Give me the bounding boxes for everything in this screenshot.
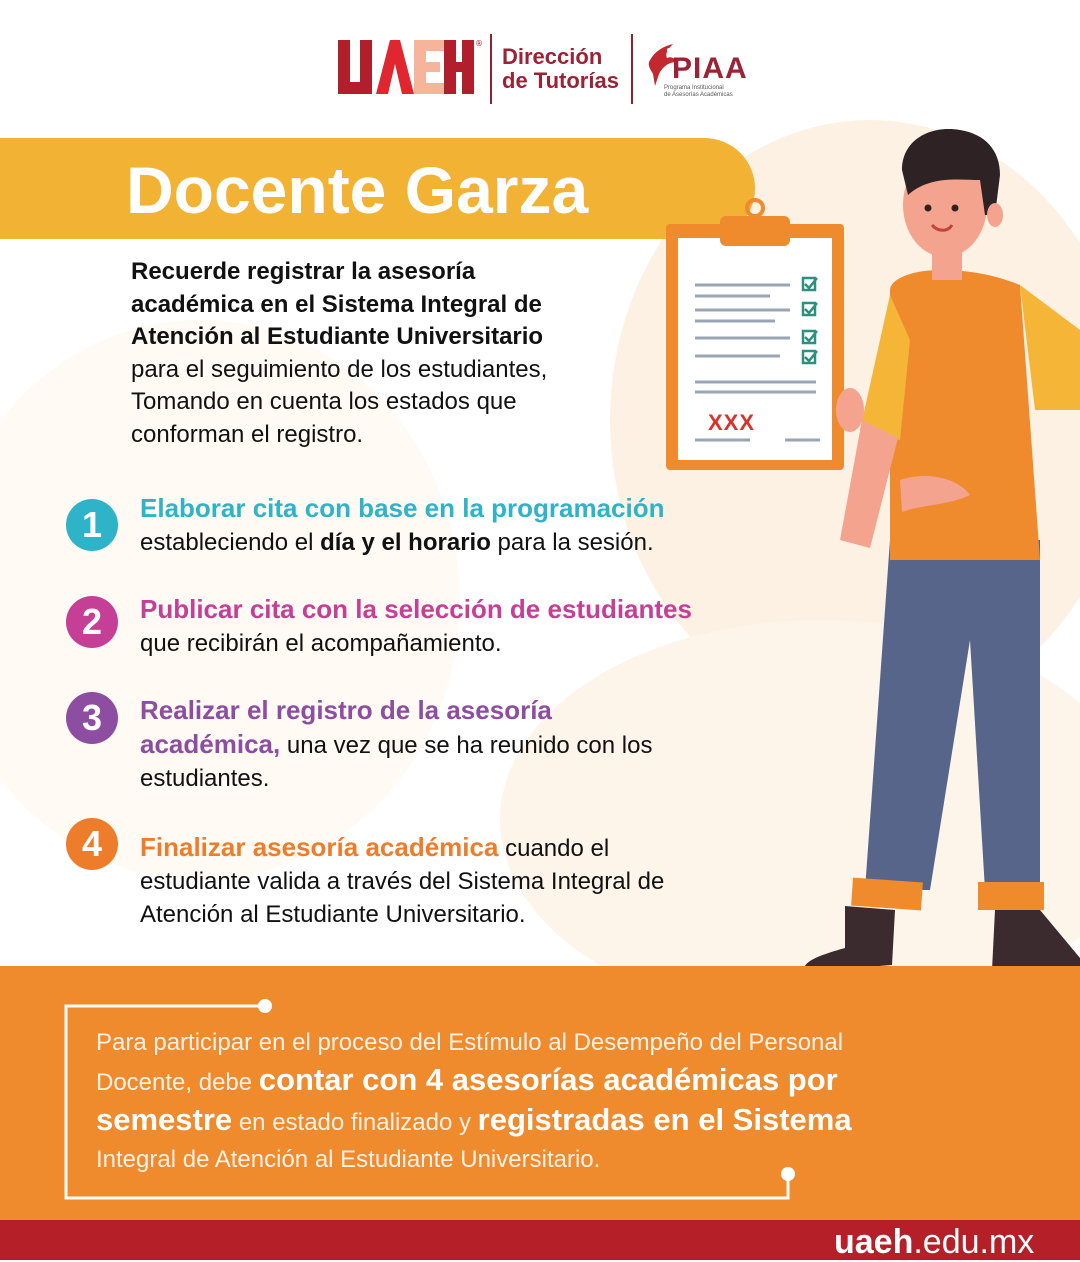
step-3-desc-b: estudiantes. xyxy=(140,765,270,792)
bottom-line1: Para participar en el proceso del Estímulo al Desempeño del Personal xyxy=(96,1029,844,1056)
step-2-desc: que recibirán el acompañamiento. xyxy=(140,630,502,657)
step-3-number: 3 xyxy=(66,692,118,744)
svg-text:®: ® xyxy=(475,39,483,48)
header-divider xyxy=(490,34,492,104)
step-3-desc-a: una vez que se ha reunido con los xyxy=(280,732,653,759)
step-1-number: 1 xyxy=(66,499,118,551)
bottom-paragraph xyxy=(96,1024,996,1178)
bottom-line3b: en estado finalizado y xyxy=(232,1109,478,1136)
step-4-desc-a: cuando el xyxy=(498,835,610,862)
step-1-desc-b: para la sesión. xyxy=(490,529,654,556)
direccion-line1: Dirección xyxy=(502,44,603,69)
step-4-text xyxy=(140,831,780,931)
step-1-desc-a: estableciendo el xyxy=(140,529,321,556)
step-2-number: 2 xyxy=(66,596,118,648)
step-1-head: Elaborar cita con base en la programación xyxy=(140,493,665,523)
step-3-head-line2: académica, xyxy=(140,729,281,759)
bottom-line4: Integral de Atención al Estudiante Universitario. xyxy=(96,1146,601,1173)
clipboard-mark: XXX xyxy=(708,410,756,435)
step-4-desc-b: estudiante valida a través del Sistema Integral de xyxy=(140,868,665,895)
step-3-text xyxy=(140,694,780,795)
intro-paragraph xyxy=(131,256,661,451)
header-divider xyxy=(631,34,633,104)
step-2-head: Publicar cita con la selección de estudiantes xyxy=(140,594,692,624)
intro-bold-line3: Atención al Estudiante Universitario xyxy=(131,323,544,350)
footer-url-bold: uaeh xyxy=(834,1223,914,1261)
bottom-line2a: Docente, debe xyxy=(96,1069,259,1096)
step-1-text xyxy=(140,492,780,559)
footer-url-rest: .edu.mx xyxy=(913,1223,1035,1261)
step-4-number: 4 xyxy=(66,818,118,870)
intro-bold-line1: Recuerde registrar la asesoría xyxy=(131,258,476,285)
footer-url-link[interactable] xyxy=(834,1222,1034,1262)
intro-line5: Tomando en cuenta los estados que xyxy=(131,388,517,415)
intro-line4: para el seguimiento de los estudiantes, xyxy=(131,355,548,383)
piaa-subtitle-line2: de Asesorías Académicas xyxy=(664,92,733,98)
bottom-line3a: semestre xyxy=(96,1102,233,1137)
bottom-line3c: registradas en el Sistema xyxy=(477,1102,852,1137)
step-4-desc-c: Atención al Estudiante Universitario. xyxy=(140,901,526,928)
bottom-line2b: contar con 4 asesorías académicas por xyxy=(258,1062,838,1097)
step-2-text xyxy=(140,593,780,660)
uaeh-logo xyxy=(338,36,483,98)
step-3-head-line1: Realizar el registro de la asesoría xyxy=(140,695,552,725)
intro-line6: conforman el registro. xyxy=(131,420,364,448)
piaa-logo-text: PIAA xyxy=(672,52,748,85)
step-1-desc-bold: día y el horario xyxy=(320,529,491,556)
piaa-subtitle-line1: Programa Institucional xyxy=(664,85,724,91)
page-title: Docente Garza xyxy=(126,153,589,227)
step-4-head: Finalizar asesoría académica xyxy=(140,832,499,862)
direccion-line2: de Tutorías xyxy=(502,68,619,93)
intro-bold-line2: académica en el Sistema Integral de xyxy=(131,290,542,318)
